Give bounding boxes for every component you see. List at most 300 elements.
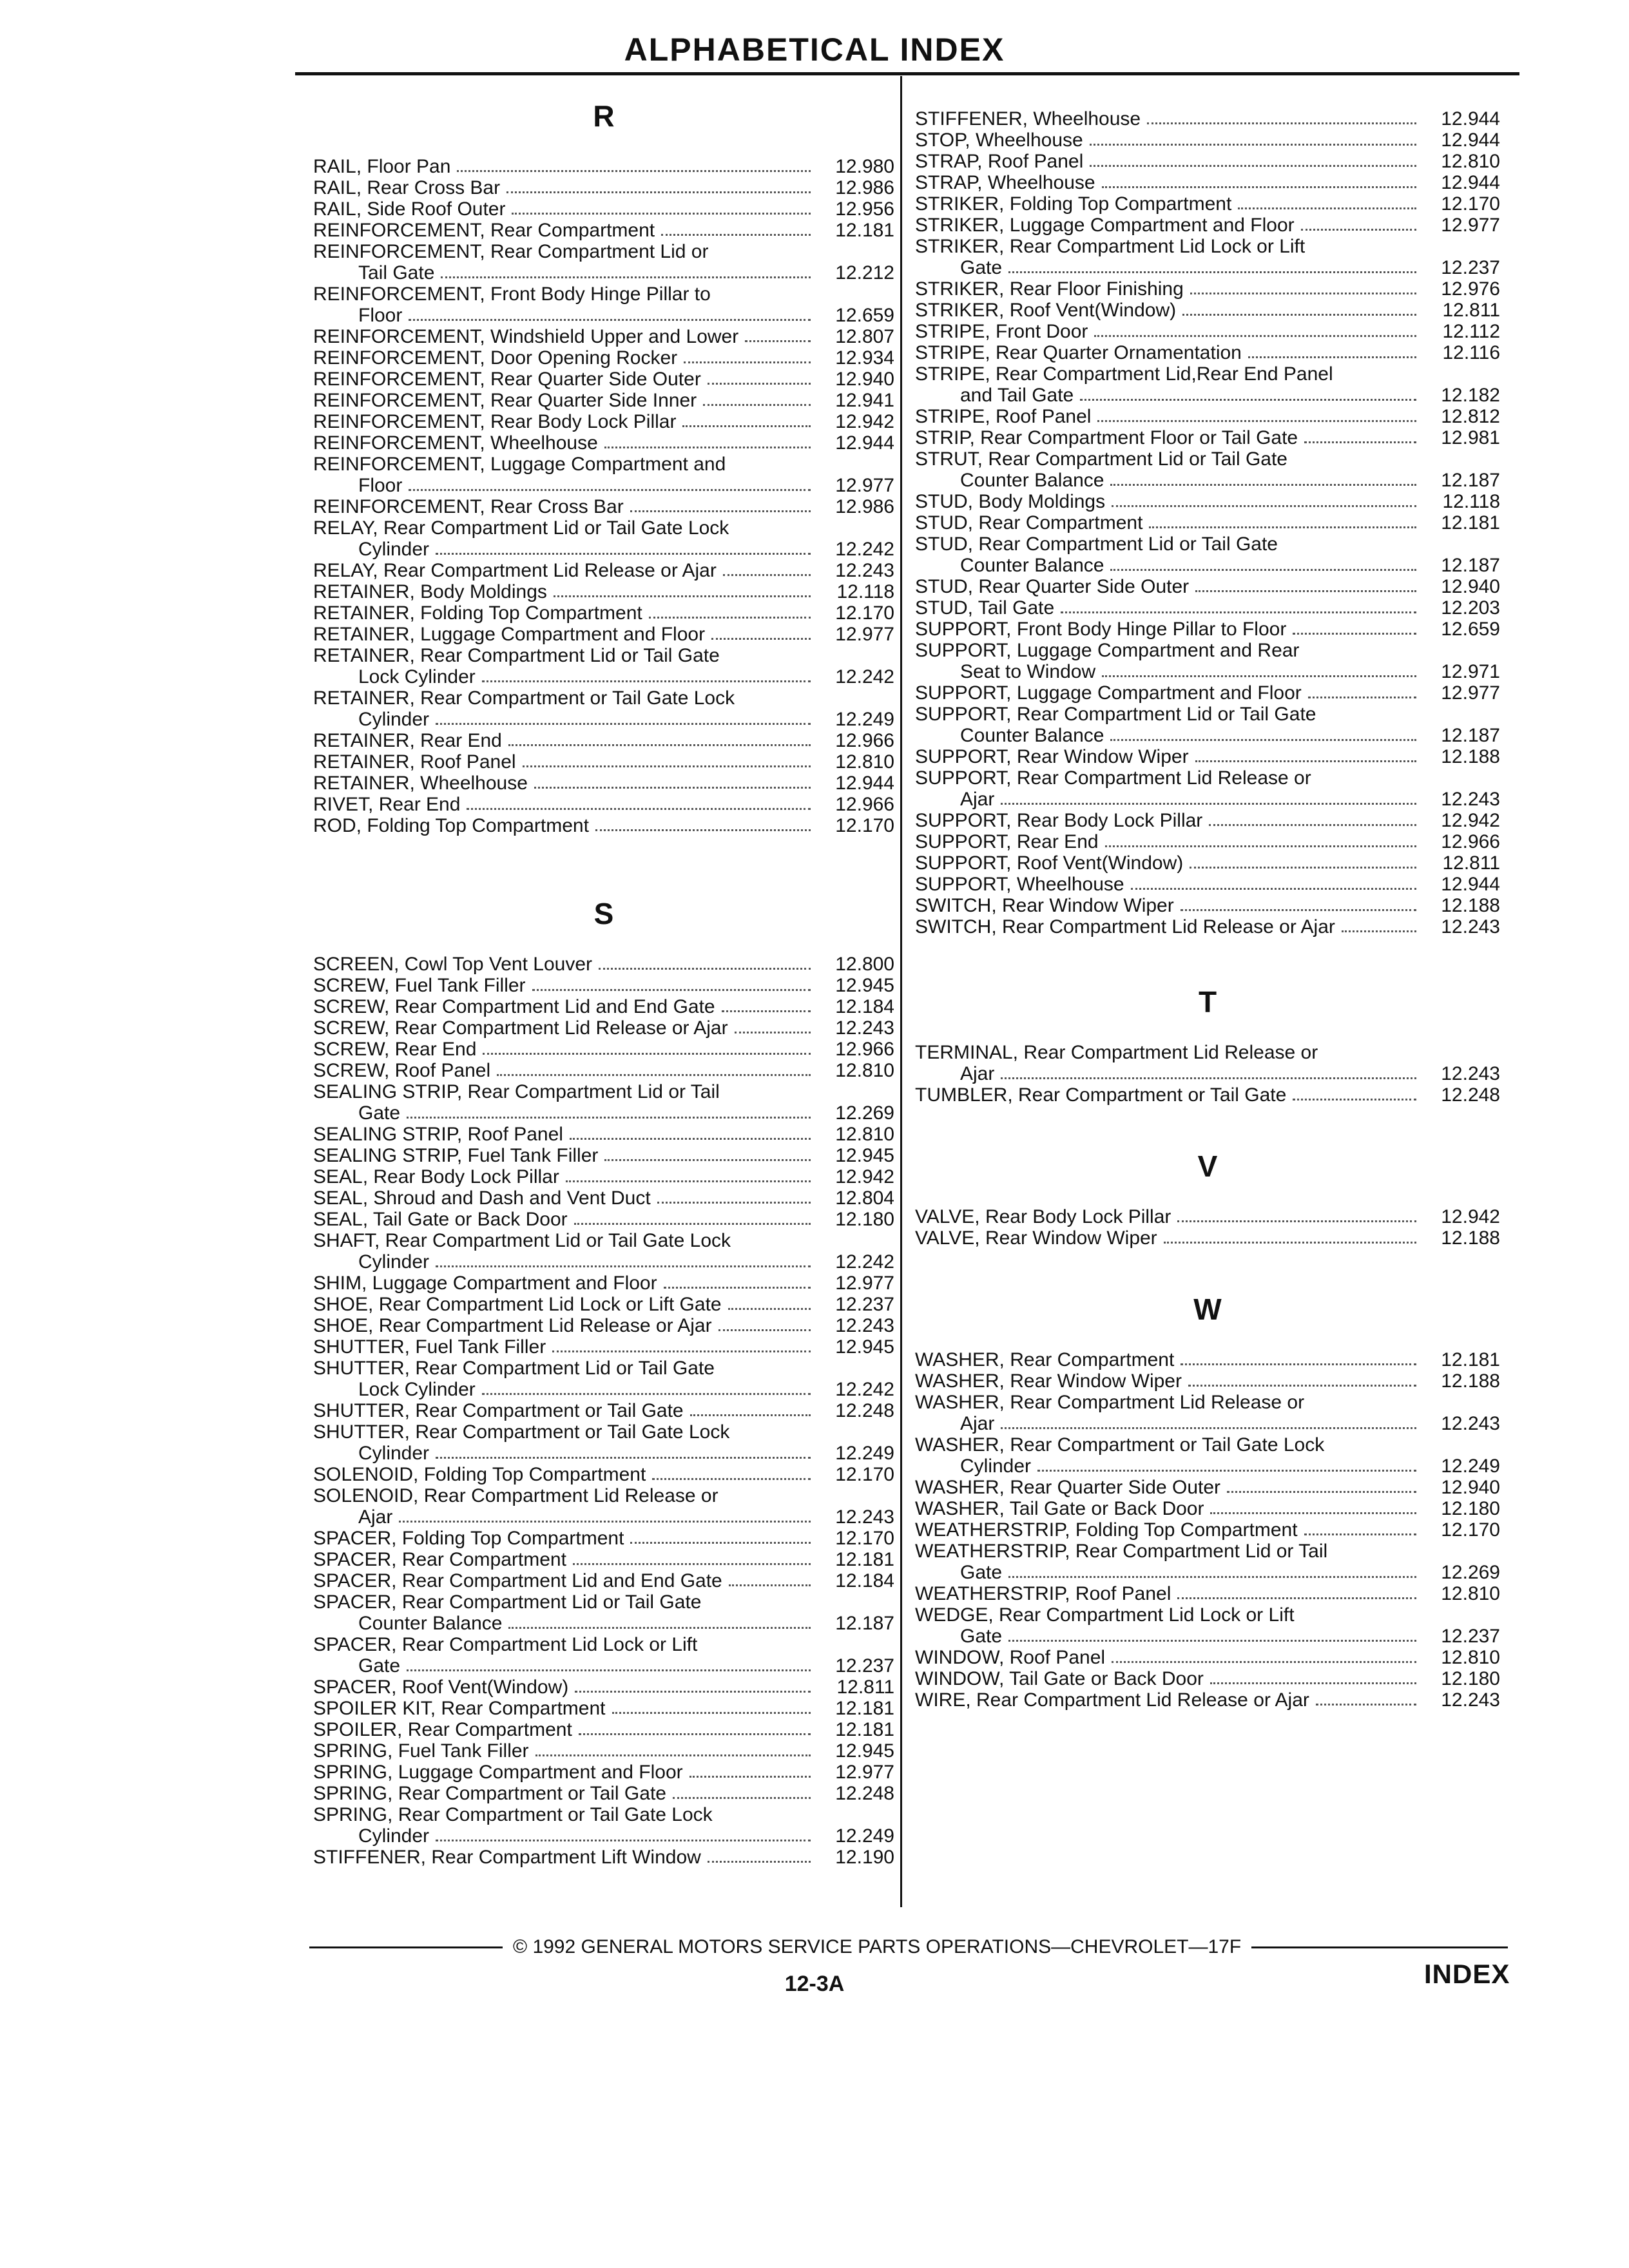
entry-page: 12.187 [1441,725,1500,746]
entry-page: 12.977 [835,1762,894,1783]
entry-text: SEAL, Shroud and Dash and Vent Duct [313,1187,651,1209]
dot-leader [1102,186,1416,188]
index-entry-line [313,1400,894,1421]
index-entry-line [915,1541,1500,1562]
entry-page: 12.243 [835,1506,894,1528]
entry-text: SHOE, Rear Compartment Lid Lock or Lift Gate [313,1294,722,1315]
index-entry-line [915,236,1500,257]
dot-leader [399,1521,811,1523]
index-entry-line [915,746,1500,767]
index-entry-line [313,198,894,220]
index-entry-line [915,640,1500,661]
dot-leader [436,723,811,725]
index-entry-line [915,1042,1500,1063]
entry-text: Ajar [960,789,995,810]
dot-leader [1238,207,1416,209]
entry-page: 12.187 [1441,470,1500,491]
entry-text: STUD, Tail Gate [915,597,1055,619]
dot-leader [1131,888,1416,890]
entry-page: 12.184 [835,1570,894,1591]
entry-page: 12.944 [835,432,894,454]
entry-page: 12.804 [835,1187,894,1209]
entry-text: STIFFENER, Wheelhouse [915,108,1141,130]
entry-page: 12.243 [1441,789,1500,810]
entry-text: RIVET, Rear End [313,794,461,815]
entry-text: Ajar [960,1063,995,1084]
dot-leader [1304,441,1416,443]
dot-leader [409,319,811,321]
index-entry-line [915,1434,1500,1456]
entry-page: 12.249 [835,1825,894,1847]
index-entry-line [313,1783,894,1804]
index-entry-line [313,1251,894,1273]
index-entry-line [915,1063,1500,1084]
entry-page: 12.976 [1441,278,1500,300]
index-entry-line [313,539,894,560]
right-column [915,108,1500,1711]
entry-page: 12.269 [835,1102,894,1124]
dot-leader [703,404,811,406]
entry-page: 12.242 [835,1379,894,1400]
entry-text: REINFORCEMENT, Rear Compartment [313,220,655,241]
index-entry-line [313,1273,894,1294]
index-entry-line [313,645,894,666]
dot-leader [573,1563,811,1565]
dot-leader [508,1627,811,1629]
entry-page: 12.810 [1441,1583,1500,1604]
dot-leader [657,1202,811,1204]
index-entry-line [313,1591,894,1613]
entry-text: SHIM, Luggage Compartment and Floor [313,1273,657,1294]
index-entry-line [313,177,894,198]
index-entry-line [313,262,894,284]
entry-text: SUPPORT, Rear Compartment Lid Release or [915,767,1311,789]
entry-text: RETAINER, Roof Panel [313,751,516,773]
index-entry-line [313,454,894,475]
entry-page: 12.810 [835,1124,894,1145]
index-entry-line [915,1349,1500,1370]
index-entry-line [313,1677,894,1698]
dot-leader [1001,803,1416,805]
dot-leader [535,1754,811,1756]
index-section [915,108,1500,937]
entry-page: 12.181 [1441,512,1500,533]
entry-text: STUD, Rear Compartment [915,512,1143,533]
entry-text: STRIP, Rear Compartment Floor or Tail Gate [915,427,1298,448]
dot-leader [1090,144,1416,146]
entry-text: SPACER, Rear Compartment Lid Lock or Lift [313,1634,698,1655]
index-entry-line [313,581,894,602]
index-entry-line [313,1847,894,1868]
index-entry-line [313,1124,894,1145]
top-rule [295,72,1519,75]
entry-text: WASHER, Tail Gate or Back Door [915,1498,1204,1519]
entry-page: 12.810 [1441,1647,1500,1668]
index-entry-line [313,1825,894,1847]
entry-text: SHAFT, Rear Compartment Lid or Tail Gate Lock [313,1230,731,1251]
entry-text: REINFORCEMENT, Rear Cross Bar [313,496,624,517]
index-entry-line [313,773,894,794]
entry-text: SUPPORT, Rear Window Wiper [915,746,1189,767]
entry-page: 12.188 [1441,746,1500,767]
dot-leader [728,1308,811,1310]
index-entry-line [313,1549,894,1570]
dot-leader [652,1478,811,1480]
dot-leader [1110,739,1416,741]
index-entry-line [915,1084,1500,1106]
entry-page: 12.810 [835,751,894,773]
entry-page: 12.944 [1441,108,1500,130]
dot-leader [1037,1470,1416,1472]
entry-text: TUMBLER, Rear Compartment or Tail Gate [915,1084,1287,1106]
dot-leader [1190,867,1416,869]
entry-text: RETAINER, Rear Compartment Lid or Tail Gate [313,645,720,666]
entry-page: 12.940 [1441,576,1500,597]
entry-page: 12.248 [835,1783,894,1804]
entry-page: 12.243 [1441,1063,1500,1084]
index-entry-line [313,1145,894,1166]
entry-text: SUPPORT, Roof Vent(Window) [915,852,1184,874]
index-entry-line [915,852,1500,874]
entry-page: 12.181 [1441,1349,1500,1370]
dot-leader [1210,1682,1416,1684]
index-entry-line [313,709,894,730]
entry-page: 12.212 [835,262,894,284]
dot-leader [708,1861,811,1863]
entry-text: WEATHERSTRIP, Roof Panel [915,1583,1171,1604]
entry-page: 12.940 [1441,1477,1500,1498]
dot-leader [436,1265,811,1267]
index-entry-line [313,517,894,539]
entry-text: SWITCH, Rear Compartment Lid Release or Ajar [915,916,1335,937]
index-entry-line [915,682,1500,704]
index-entry-line [313,1740,894,1762]
dot-leader [1102,675,1416,677]
index-entry-line [313,1294,894,1315]
entry-page: 12.249 [835,709,894,730]
entry-text: Gate [358,1655,401,1677]
dot-leader [532,989,811,991]
index-entry-line [915,576,1500,597]
entry-text: SUPPORT, Luggage Compartment and Floor [915,682,1302,704]
entry-page: 12.659 [1441,619,1500,640]
entry-page: 12.986 [835,496,894,517]
entry-text: STRIKER, Roof Vent(Window) [915,300,1177,321]
entry-text: REINFORCEMENT, Luggage Compartment and [313,454,726,475]
entry-text: and Tail Gate [960,385,1074,406]
entry-page: 12.182 [1441,385,1500,406]
entry-text: STRAP, Wheelhouse [915,172,1095,193]
entry-text: WINDOW, Tail Gate or Back Door [915,1668,1204,1689]
entry-text: WINDOW, Roof Panel [915,1647,1106,1668]
index-entry-line [313,1081,894,1102]
entry-page: 12.977 [1441,682,1500,704]
index-entry-line [915,1604,1500,1626]
entry-text: WEDGE, Rear Compartment Lid Lock or Lift [915,1604,1295,1626]
entry-text: Gate [358,1102,401,1124]
dot-leader [723,574,811,576]
entry-text: RETAINER, Luggage Compartment and Floor [313,624,706,645]
index-entry-line [915,257,1500,278]
dot-leader [570,1138,811,1140]
footer-rule-left [309,1946,503,1948]
entry-text: STRIKER, Rear Compartment Lid Lock or Lift [915,236,1306,257]
entry-text: SHUTTER, Rear Compartment Lid or Tail Gate [313,1358,715,1379]
index-entry-line [313,1464,894,1485]
entry-text: Cylinder [358,1251,430,1273]
entry-text: STOP, Wheelhouse [915,130,1083,151]
entry-page: 12.180 [1441,1498,1500,1519]
dot-leader [441,276,811,278]
entry-text: STRIPE, Rear Quarter Ornamentation [915,342,1242,363]
entry-page: 12.249 [835,1443,894,1464]
entry-page: 12.112 [1442,321,1500,342]
entry-text: Cylinder [358,1825,430,1847]
index-entry-line [313,1315,894,1336]
dot-leader [523,765,811,767]
entry-page: 12.934 [835,347,894,369]
dot-leader [684,361,811,363]
entry-text: RELAY, Rear Compartment Lid Release or Ajar [313,560,717,581]
entry-page: 12.942 [1441,1206,1500,1227]
index-entry-line [915,1647,1500,1668]
entry-page: 12.944 [1441,130,1500,151]
entry-page: 12.944 [835,773,894,794]
entry-text: SUPPORT, Luggage Compartment and Rear [915,640,1300,661]
entry-page: 12.659 [835,305,894,326]
dot-leader [482,1393,811,1395]
entry-text: RETAINER, Wheelhouse [313,773,528,794]
entry-page: 12.243 [835,560,894,581]
entry-text: SCREW, Roof Panel [313,1060,491,1081]
index-entry-line [313,1719,894,1740]
entry-page: 12.237 [835,1655,894,1677]
dot-leader [1090,165,1416,167]
index-entry-line [915,278,1500,300]
index-entry-line [313,751,894,773]
dot-leader [575,1691,811,1693]
entry-text: Cylinder [358,709,430,730]
dot-leader [649,617,811,619]
index-entry-line [915,916,1500,937]
entry-page: 12.944 [1441,874,1500,895]
entry-text: SHUTTER, Rear Compartment or Tail Gate Lock [313,1421,730,1443]
entry-text: WEATHERSTRIP, Folding Top Compartment [915,1519,1298,1541]
index-entry-line [915,831,1500,852]
entry-page: 12.181 [835,1549,894,1570]
entry-text: RETAINER, Rear Compartment or Tail Gate Lock [313,687,735,709]
entry-page: 12.986 [835,177,894,198]
index-section [915,983,1500,1106]
entry-text: Ajar [960,1413,995,1434]
entry-text: STRIPE, Roof Panel [915,406,1092,427]
page-number: 12-3A [784,1972,845,1996]
index-entry-line [313,996,894,1017]
dot-leader [1094,335,1416,337]
dot-leader [1301,229,1416,231]
dot-leader [508,744,811,746]
page-title: ALPHABETICAL INDEX [624,32,1005,68]
index-entry-line [313,1187,894,1209]
index-entry-line [915,1392,1500,1413]
dot-leader [612,1712,811,1714]
index-entry-line [313,794,894,815]
entry-text: STRIKER, Rear Floor Finishing [915,278,1184,300]
dot-leader [1147,122,1416,124]
entry-text: SHUTTER, Fuel Tank Filler [313,1336,546,1358]
entry-text: RETAINER, Rear End [313,730,502,751]
entry-page: 12.810 [1441,151,1500,172]
dot-leader [1001,1427,1416,1429]
entry-text: SEALING STRIP, Fuel Tank Filler [313,1145,599,1166]
index-entry-line [915,895,1500,916]
entry-text: SPACER, Roof Vent(Window) [313,1677,569,1698]
entry-page: 12.237 [835,1294,894,1315]
dot-leader [1316,1704,1416,1706]
dot-leader [729,1584,811,1586]
index-entry-line [313,1655,894,1677]
index-entry-line [313,305,894,326]
dot-leader [534,787,811,789]
entry-page: 12.170 [835,602,894,624]
dot-leader [1001,1077,1416,1079]
index-entry-line [313,1017,894,1039]
entry-page: 12.977 [1441,215,1500,236]
index-entry-line [313,1762,894,1783]
dot-leader [1195,760,1416,762]
entry-text: REINFORCEMENT, Door Opening Rocker [313,347,678,369]
index-entry-line [313,475,894,496]
dot-leader [1293,1099,1416,1100]
dot-leader [1182,314,1416,316]
index-entry-line [313,1634,894,1655]
entry-text: REINFORCEMENT, Rear Body Lock Pillar [313,411,677,432]
index-entry-line [313,560,894,581]
entry-page: 12.170 [1441,193,1500,215]
index-entry-line [915,1562,1500,1583]
section-letter: T [1198,985,1217,1019]
entry-text: STRUT, Rear Compartment Lid or Tail Gate [915,448,1287,470]
entry-page: 12.243 [1441,1689,1500,1711]
dot-leader [604,1159,811,1161]
entry-page: 12.945 [835,1740,894,1762]
dot-leader [1188,1385,1416,1387]
index-section [313,894,894,1868]
entry-page: 12.181 [835,1719,894,1740]
dot-leader [1308,697,1416,698]
index-entry-line [915,1498,1500,1519]
dot-leader [604,447,811,448]
entry-page: 12.181 [835,1698,894,1719]
entry-page: 12.980 [835,156,894,177]
dot-leader [1195,590,1416,592]
index-entry-line [915,108,1500,130]
entry-text: RETAINER, Body Moldings [313,581,547,602]
entry-page: 12.966 [835,1039,894,1060]
entry-page: 12.116 [1442,342,1500,363]
entry-text: SWITCH, Rear Window Wiper [915,895,1174,916]
entry-page: 12.971 [1441,661,1500,682]
index-entry-line [313,1039,894,1060]
index-entry-line [915,512,1500,533]
entry-text: SPOILER KIT, Rear Compartment [313,1698,606,1719]
entry-text: VALVE, Rear Body Lock Pillar [915,1206,1171,1227]
index-entry-line [313,1379,894,1400]
entry-page: 12.188 [1441,1370,1500,1392]
entry-text: RETAINER, Folding Top Compartment [313,602,642,624]
dot-leader [1227,1491,1416,1493]
entry-page: 12.188 [1441,1227,1500,1249]
footer-copyright: © 1992 GENERAL MOTORS SERVICE PARTS OPERATIONS—CHEVROLET—17F [513,1936,1242,1957]
entry-page: 12.180 [835,1209,894,1230]
dot-leader [690,1414,811,1416]
dot-leader [718,1329,811,1331]
entry-text: STRAP, Roof Panel [915,151,1084,172]
entry-page: 12.242 [835,666,894,687]
entry-page: 12.248 [1441,1084,1500,1106]
entry-text: WASHER, Rear Compartment Lid Release or [915,1392,1305,1413]
index-entry-line [313,954,894,975]
index-entry-line [915,172,1500,193]
index-entry-line [915,193,1500,215]
entry-text: SCREW, Fuel Tank Filler [313,975,526,996]
dot-leader [1209,824,1416,826]
dot-leader [1110,569,1416,571]
entry-text: Lock Cylinder [358,666,476,687]
entry-text: VALVE, Rear Window Wiper [915,1227,1157,1249]
entry-text: RAIL, Rear Cross Bar [313,177,501,198]
entry-text: RAIL, Side Roof Outer [313,198,506,220]
entry-page: 12.942 [1441,810,1500,831]
dot-leader [1008,1640,1416,1642]
index-entry-line [313,1230,894,1251]
entry-text: Cylinder [960,1456,1032,1477]
index-entry-line [915,448,1500,470]
entry-page: 12.188 [1441,895,1500,916]
entry-page: 12.981 [1441,427,1500,448]
dot-leader [407,1117,811,1119]
index-entry-line [915,1519,1500,1541]
entry-page: 12.170 [1441,1519,1500,1541]
index-entry-line [915,597,1500,619]
index-entry-line [915,1477,1500,1498]
dot-leader [1097,420,1416,422]
entry-page: 12.190 [835,1847,894,1868]
entry-text: Tail Gate [358,262,435,284]
entry-page: 12.248 [835,1400,894,1421]
index-entry-line [313,1804,894,1825]
entry-page: 12.800 [835,954,894,975]
entry-page: 12.956 [835,198,894,220]
index-entry-line [313,1358,894,1379]
entry-text: WASHER, Rear Compartment or Tail Gate Lock [915,1434,1325,1456]
entry-text: Gate [960,257,1003,278]
entry-text: Gate [960,1562,1003,1583]
dot-leader [483,1053,811,1055]
dot-leader [409,489,811,491]
entry-text: WASHER, Rear Window Wiper [915,1370,1182,1392]
dot-leader [661,234,811,236]
dot-leader [552,1350,811,1352]
entry-page: 12.811 [1442,300,1500,321]
entry-text: SHUTTER, Rear Compartment or Tail Gate [313,1400,684,1421]
index-entry-line [915,767,1500,789]
entry-text: SHOE, Rear Compartment Lid Release or Ajar [313,1315,712,1336]
entry-page: 12.977 [835,475,894,496]
index-section [915,1147,1500,1249]
dot-leader [1110,484,1416,486]
index-entry-line [313,326,894,347]
